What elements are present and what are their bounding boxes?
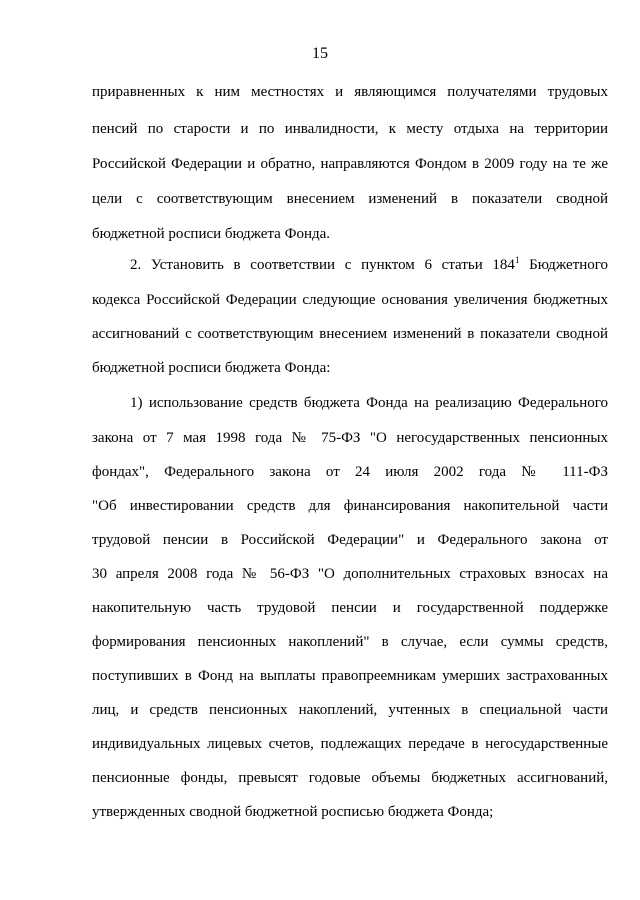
text-segment: Бюджетного xyxy=(519,257,608,273)
text-line: утвержденных сводной бюджетной росписью бюджета Фонда; xyxy=(92,804,494,820)
superscript: 1 xyxy=(514,255,520,265)
text-segment: 2. Установить в соответствии с пунктом 6 статьи 184 xyxy=(130,257,515,273)
text-line: индивидуальных лицевых счетов, подлежащих передаче в негосударственные xyxy=(92,736,608,752)
text-line: приравненных к ним местностях и являющимся получателями трудовых xyxy=(92,84,608,100)
text-line: Российской Федерации и обратно, направляются Фондом в 2009 году на те же xyxy=(92,156,608,172)
text-line: цели с соответствующим внесением изменений в показатели сводной xyxy=(92,191,608,207)
text-line: фондах", Федерального закона от 24 июля 2002 года № 111-ФЗ xyxy=(92,464,608,480)
paragraph-first-line: 1) использование средств бюджета Фонда на реализацию Федерального xyxy=(130,395,608,411)
text-line: бюджетной росписи бюджета Фонда: xyxy=(92,360,331,376)
text-line: формирования пенсионных накоплений" в случае, если суммы средств, xyxy=(92,634,608,650)
paragraph-first-line xyxy=(130,255,608,275)
text-line: поступивших в Фонд на выплаты правопреемникам умерших застрахованных xyxy=(92,668,608,684)
page-number: 15 xyxy=(312,45,328,62)
text-line: закона от 7 мая 1998 года № 75-ФЗ "О негосударственных пенсионных xyxy=(92,430,608,446)
text-line: 30 апреля 2008 года № 56-ФЗ "О дополнительных страховых взносах на xyxy=(92,566,608,582)
text-line: кодекса Российской Федерации следующие основания увеличения бюджетных xyxy=(92,292,608,308)
text-line: бюджетной росписи бюджета Фонда. xyxy=(92,226,331,242)
text-line: ассигнований с соответствующим внесением изменений в показатели сводной xyxy=(92,326,608,342)
text-line: лиц, и средств пенсионных накоплений, учтенных в специальной части xyxy=(92,702,608,718)
text-line: "Об инвестировании средств для финансирования накопительной части xyxy=(92,498,608,514)
text-line: трудовой пенсии в Российской Федерации" и Федерального закона от xyxy=(92,532,608,548)
text-line: пенсионные фонды, превысят годовые объемы бюджетных ассигнований, xyxy=(92,770,608,786)
text-line: пенсий по старости и по инвалидности, к месту отдыха на территории xyxy=(92,121,608,137)
text-line: накопительную часть трудовой пенсии и государственной поддержке xyxy=(92,600,608,616)
